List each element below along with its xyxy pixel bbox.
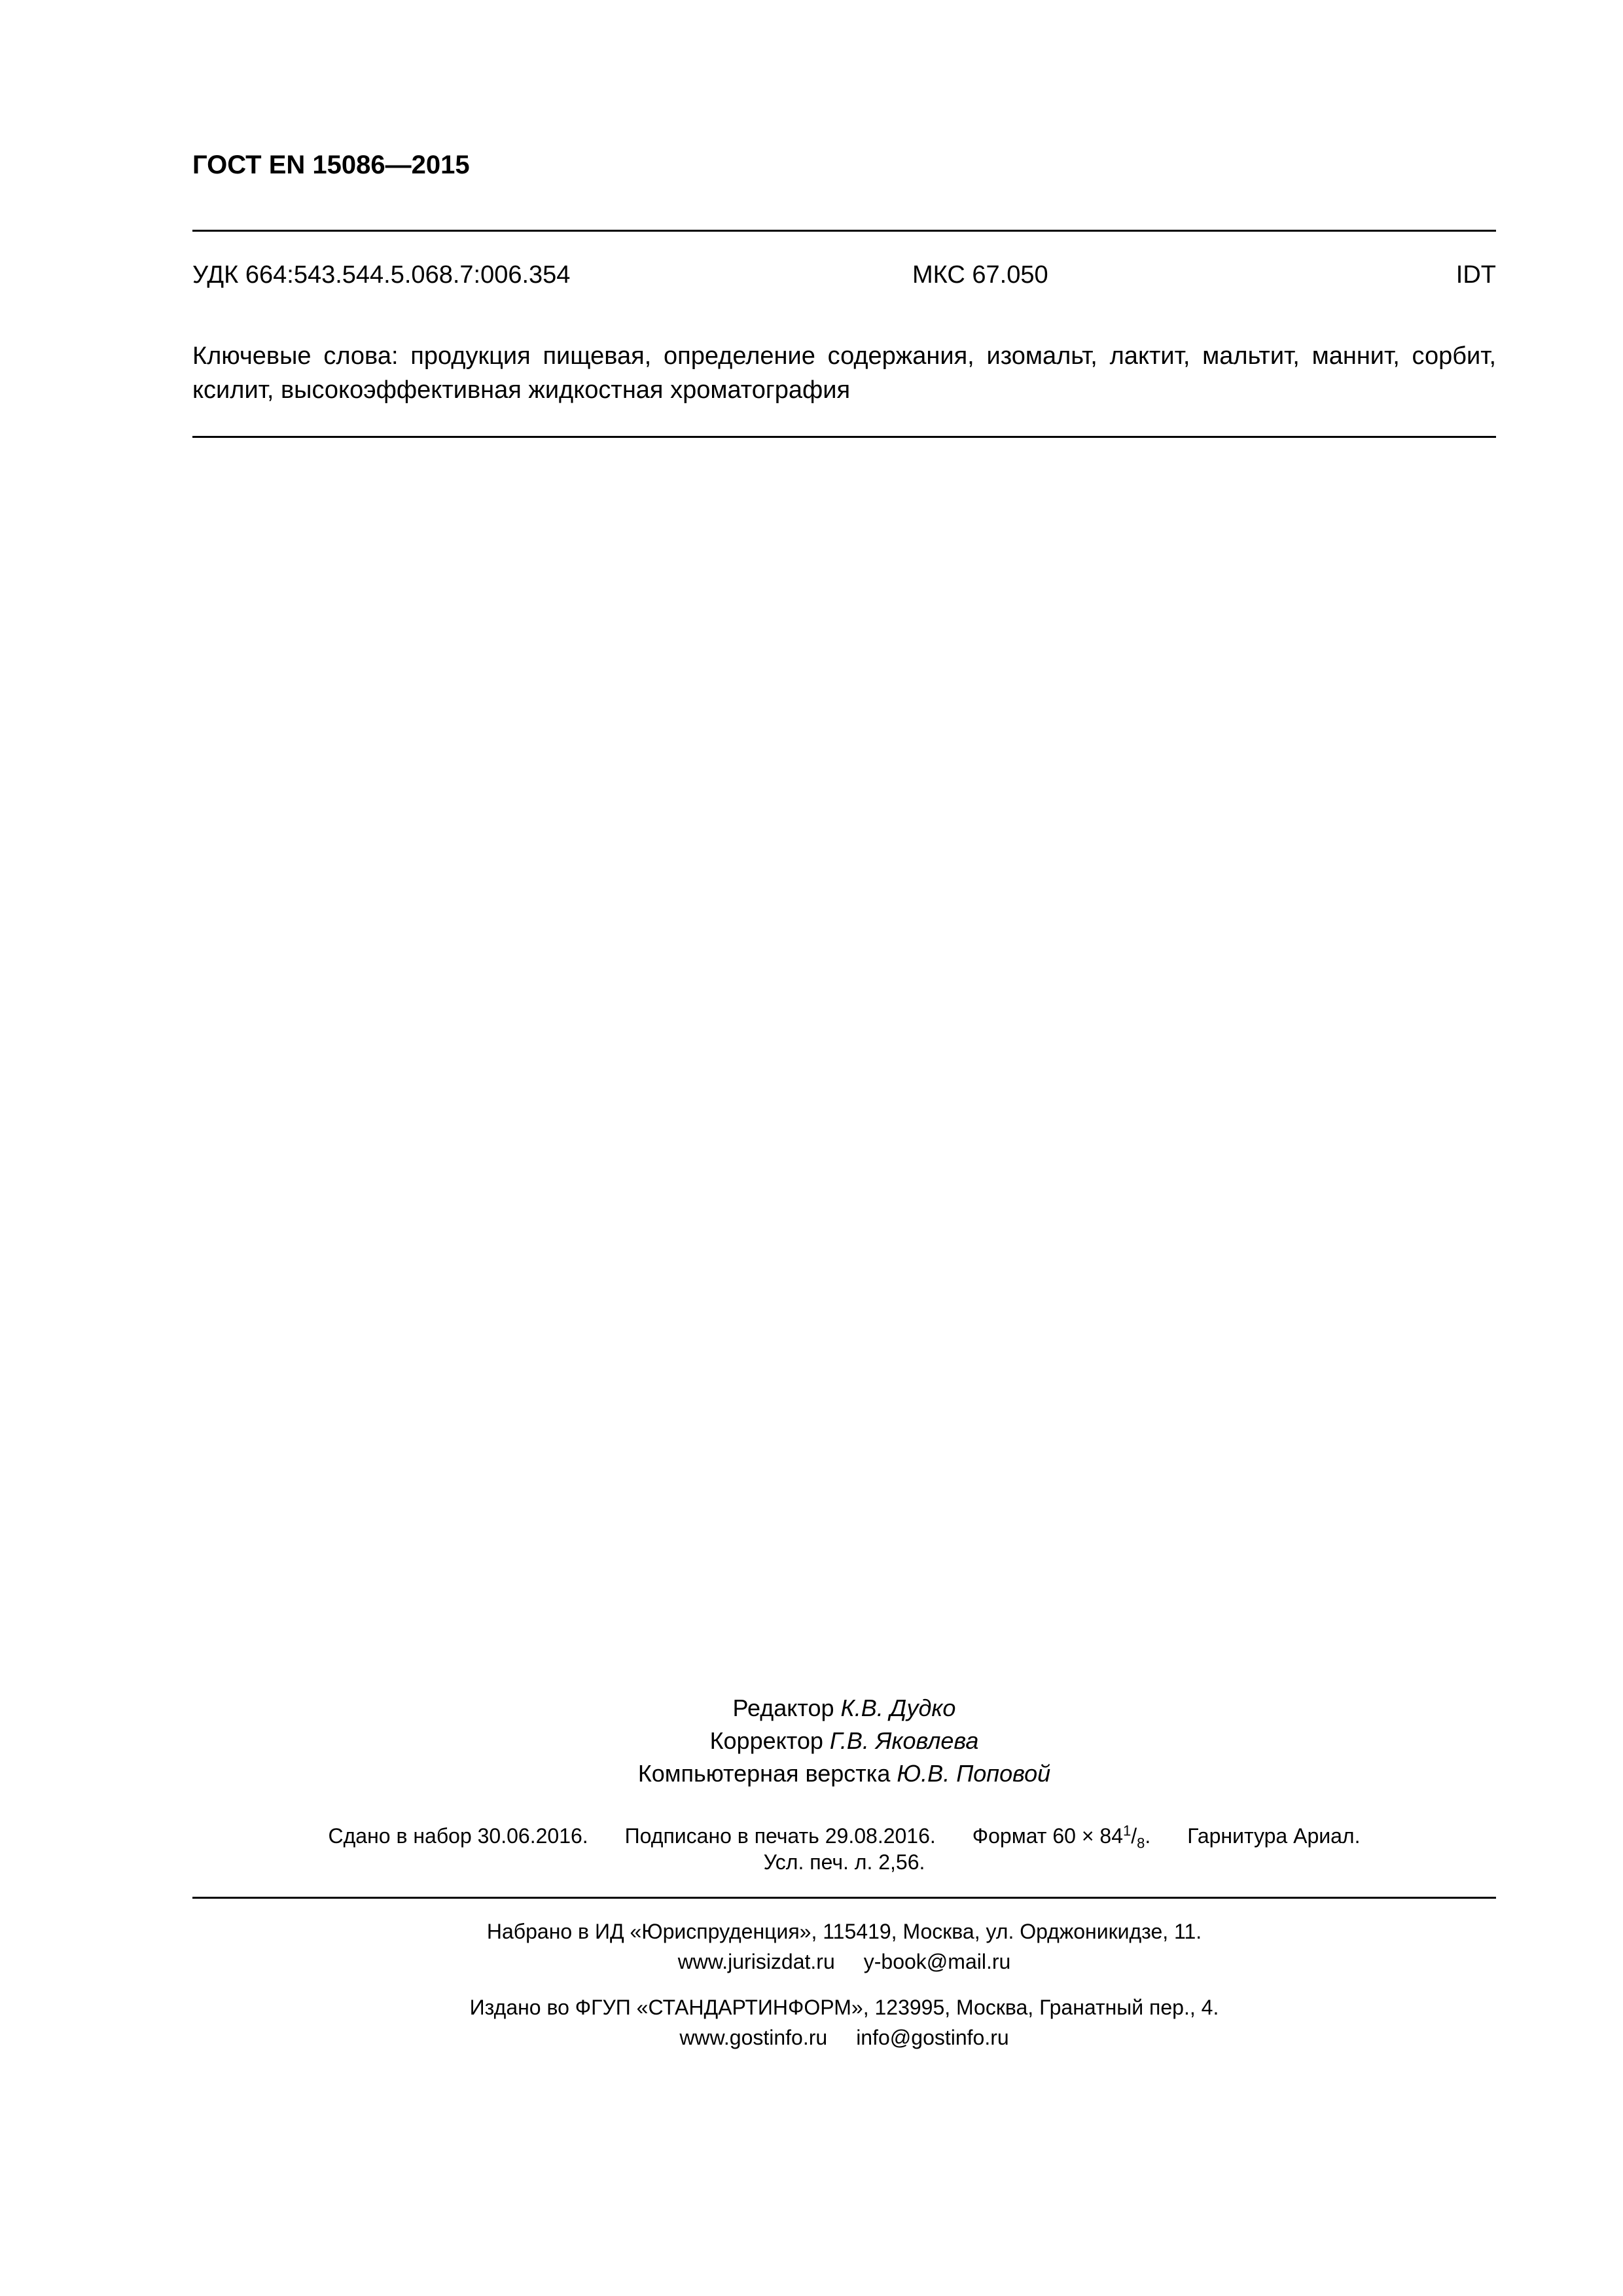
divider-keywords: [192, 436, 1496, 438]
typeset-block: [192, 1916, 1496, 1977]
corrector-label: Корректор: [709, 1727, 823, 1754]
published-contacts: [192, 2022, 1496, 2053]
editor-name: К.В. Дудко: [840, 1695, 956, 1721]
corrector-line: [192, 1725, 1496, 1757]
published-address: Издано во ФГУП «СТАНДАРТИНФОРМ», 123995, Москва, Гранатный пер., 4.: [469, 1996, 1219, 2019]
submitted-date: Сдано в набор 30.06.2016.: [328, 1824, 588, 1848]
credits-block: [192, 1692, 1496, 1790]
typeset-email-link[interactable]: y-book@mail.ru: [863, 1950, 1011, 1973]
classification-row: [192, 257, 1496, 293]
typeset-site-link[interactable]: www.jurisizdat.ru: [677, 1950, 835, 1973]
typeface: Гарнитура Ариал.: [1187, 1824, 1361, 1848]
paper-format: Формат $60 \times 84^1/_8$.: [972, 1822, 1151, 1852]
published-site-link[interactable]: www.gostinfo.ru: [679, 2026, 828, 2049]
published-block: [192, 1992, 1496, 2053]
keywords-paragraph: Ключевые слова: продукция пищевая, определение содержания, изомальт, лактит, мальтит, маннит, сорбит, ксилит, высокоэффективная жидкостная хроматография: [192, 342, 1496, 404]
signed-date: Подписано в печать 29.08.2016.: [624, 1824, 936, 1848]
sheets-count: Усл. печ. л. 2,56.: [763, 1850, 925, 1874]
divider-top: [192, 230, 1496, 232]
idt-label: IDT: [1455, 261, 1496, 289]
published-email-link[interactable]: info@gostinfo.ru: [856, 2026, 1009, 2049]
mks-code: МКС 67.050: [912, 261, 1048, 289]
standard-code: ГОСТ EN 15086—2015: [192, 151, 470, 179]
editor-label: Редактор: [732, 1695, 834, 1721]
udk-code: УДК 664:543.544.5.068.7:006.354: [192, 261, 571, 289]
typeset-address: Набрано в ИД «Юриспруденция», 115419, Москва, ул. Орджоникидзе, 11.: [486, 1920, 1202, 1943]
editor-line: [192, 1692, 1496, 1725]
layout-label: Компьютерная верстка: [637, 1760, 891, 1787]
divider-publisher: [192, 1897, 1496, 1899]
corrector-name: Г.В. Яковлева: [829, 1727, 979, 1754]
print-info-line: [192, 1822, 1496, 1852]
layout-name: Ю.В. Поповой: [897, 1760, 1051, 1787]
layout-line: [192, 1757, 1496, 1790]
print-info-block: [192, 1823, 1496, 1875]
typeset-contacts: [192, 1946, 1496, 1977]
